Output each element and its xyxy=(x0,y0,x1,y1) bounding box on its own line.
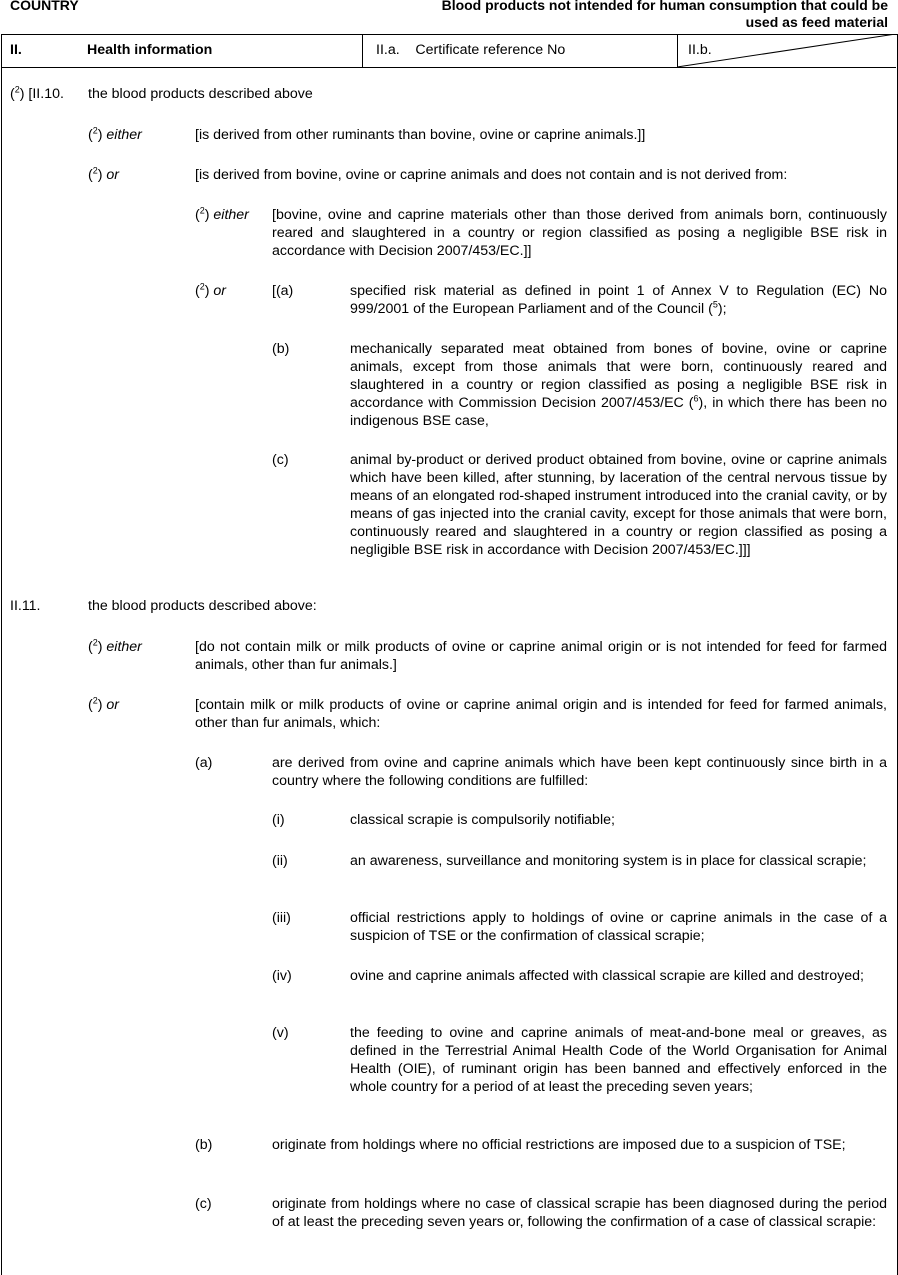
either3-marker: ($^2$) either xyxy=(88,637,142,655)
iii-text: official restrictions apply to holdings of ovine or caprine animals in the case of a suspicion of TSE or the confirmation of classical scrapie; xyxy=(350,910,887,944)
c2-label: (c) xyxy=(195,1196,212,1212)
v-text: the feeding to ovine and caprine animals of meat-and-bone meal or greaves, as defined in the Terrestrial Animal Health Code of the World Organisation for Animal Health (OIE), of ruminant origin has been banned and effectively enforced in the whole country for a period of at least the preceding seven years; xyxy=(350,1025,887,1095)
section-number: II. xyxy=(10,42,22,58)
a1-label: [(a) xyxy=(272,283,294,299)
either1-marker: ($^2$) either xyxy=(88,125,142,143)
or1-marker: ($^2$) or xyxy=(88,165,120,183)
c2-text: originate from holdings where no case of classical scrapie has been diagnosed during the period of at least the preceding seven years or, following the confirmation of a case of classical scrapie: xyxy=(272,1196,887,1230)
either2-text: [bovine, ovine and caprine materials other than those derived from animals born, continuously reared and slaughtered in a country or region classified as posing a negligible BSE risk in accordance with Decision 2007/453/EC.]] xyxy=(272,207,887,259)
ii11-text: the blood products described above: xyxy=(88,598,317,614)
or2-marker: ($^2$) or xyxy=(195,281,227,299)
or1-text: [is derived from bovine, ovine or caprine animals and does not contain and is not derived from: xyxy=(195,167,788,183)
i-label: (i) xyxy=(272,812,285,828)
b1-text: mechanically separated meat obtained from bones of bovine, ovine or caprine animals, except from those animals that were born, continuously reared and slaughtered in a country or region classified as posing a negligible BSE risk in accordance with Commission Decision 2007/453/EC ($^6$), in which there has been no indigenous BSE case, xyxy=(350,341,888,429)
ii-text: an awareness, surveillance and monitoring system is in place for classical scrapie; xyxy=(350,853,867,869)
or3-text: [contain milk or milk products of ovine or caprine animal origin and is intended for feed for farmed animals, other than fur animals, which: xyxy=(195,697,887,731)
b1-label: (b) xyxy=(272,341,290,357)
ii11-marker: II.11. xyxy=(10,598,41,614)
iib-field: II.b. xyxy=(677,34,896,67)
v-label: (v) xyxy=(272,1025,289,1041)
either2-marker: ($^2$) either xyxy=(195,205,249,223)
b2-label: (b) xyxy=(195,1137,213,1153)
a1-text: specified risk material as defined in point 1 of Annex V to Regulation (EC) No 999/2001 of the European Parliament and of the Council ($^5$); xyxy=(350,283,887,317)
or3-marker: ($^2$) or xyxy=(88,695,120,713)
section-header-row xyxy=(1,34,896,68)
either1-text: [is derived from other ruminants than bovine, ovine or caprine animals.]] xyxy=(195,127,646,143)
iv-text: ovine and caprine animals affected with classical scrapie are killed and destroyed; xyxy=(350,968,864,984)
ii10-marker: ($^2$) [II.10. xyxy=(10,84,64,102)
a2-label: (a) xyxy=(195,755,213,771)
c1-text: animal by-product or derived product obtained from bovine, ovine or caprine animals which have been killed, after stunning, by laceration of the central nervous tissue by means of an elongated rod-shaped instrument introduced into the cranial cavity, or by means of gas injected into the cranial cavity, except for those animals that were born, continuously reared and slaughtered in a country or region classified as posing a negligible BSE risk in accordance with Decision 2007/453/EC.]]] xyxy=(350,452,887,558)
document-title: Blood products not intended for human consumption that could be used as feed material xyxy=(441,0,888,30)
country-header: COUNTRY xyxy=(10,0,79,13)
either3-text: [do not contain milk or milk products of ovine or caprine animal origin or is not intended for feed for farmed animals, other than fur animals.] xyxy=(195,639,887,673)
diagonal-strike xyxy=(677,34,896,67)
a2-text: are derived from ovine and caprine animals which have been kept continuously since birth in a country where the following conditions are fulfilled: xyxy=(272,755,887,789)
ii-label: (ii) xyxy=(272,853,288,869)
section-label: Health information xyxy=(87,42,213,58)
b2-text: originate from holdings where no official restrictions are imposed due to a suspicion of TSE; xyxy=(272,1137,846,1153)
ii10-text: the blood products described above xyxy=(88,86,313,102)
iv-label: (iv) xyxy=(272,968,292,984)
certificate-reference-field: II.a. Certificate reference No xyxy=(362,34,677,67)
i-text: classical scrapie is compulsorily notifiable; xyxy=(350,812,615,828)
iii-label: (iii) xyxy=(272,910,291,926)
c1-label: (c) xyxy=(272,452,289,468)
